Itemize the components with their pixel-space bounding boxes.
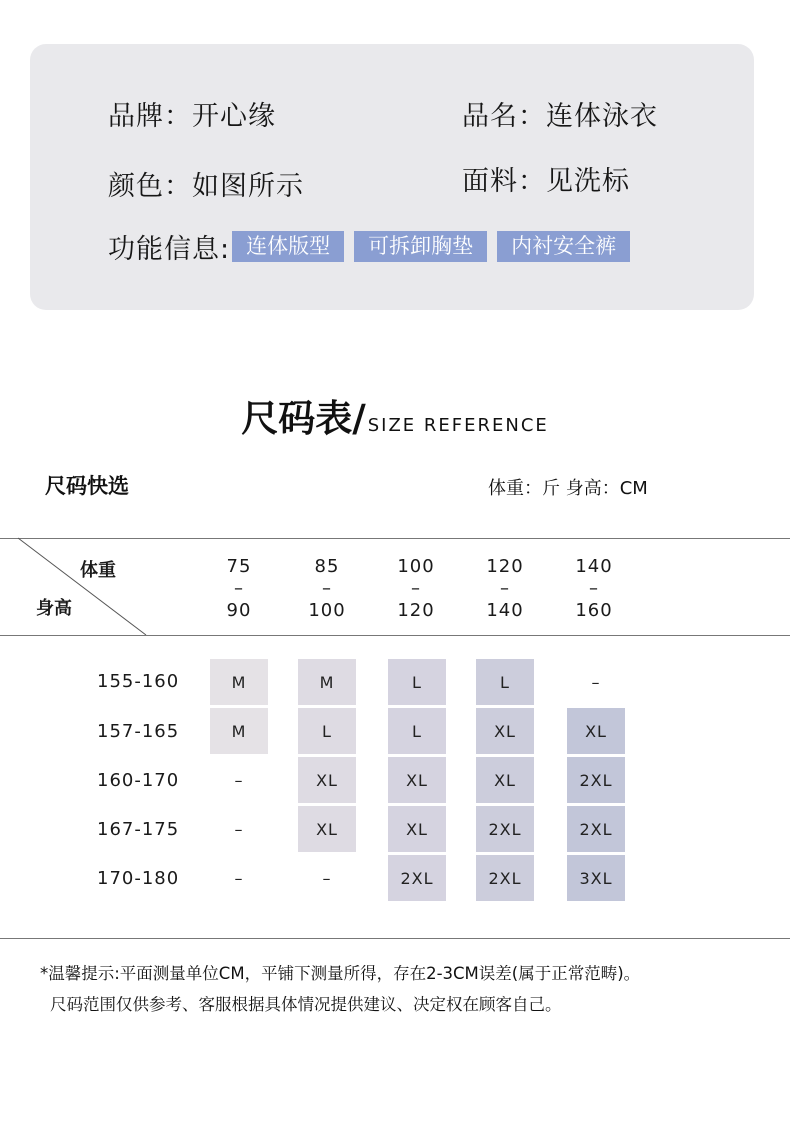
weight-to: 120 xyxy=(397,600,435,621)
weight-sep: – xyxy=(589,578,599,599)
brand-value: 开心缘 xyxy=(192,101,276,132)
size-cell: 2XL xyxy=(388,855,446,901)
height-label-row-3: 160-170 xyxy=(97,770,180,791)
feature-tag-safety-lining: 内衬安全裤 xyxy=(497,231,630,262)
size-cell: – xyxy=(234,819,244,839)
header-bottom-divider xyxy=(0,635,790,636)
weight-to: 100 xyxy=(308,600,346,621)
weight-from: 140 xyxy=(575,556,613,577)
size-cell: 2XL xyxy=(476,806,534,852)
table-bottom-divider xyxy=(0,938,790,939)
quick-select-label: 尺码快选 xyxy=(45,474,129,498)
size-cell: L xyxy=(476,659,534,705)
size-cell: – xyxy=(591,672,601,692)
weight-from: 100 xyxy=(397,556,435,577)
size-chart-title-cn: 尺码表/ xyxy=(241,397,366,440)
size-cell: 2XL xyxy=(567,757,625,803)
size-cell: XL xyxy=(388,806,446,852)
weight-from: 120 xyxy=(486,556,524,577)
size-cell: XL xyxy=(388,757,446,803)
fabric-value: 见洗标 xyxy=(546,166,630,197)
weight-to: 140 xyxy=(486,600,524,621)
size-cell: XL xyxy=(298,757,356,803)
size-cell: XL xyxy=(476,757,534,803)
size-cell: 2XL xyxy=(567,806,625,852)
weight-to: 160 xyxy=(575,600,613,621)
weight-range-col-2 xyxy=(292,556,362,622)
size-cell: M xyxy=(210,659,268,705)
size-cell: L xyxy=(298,708,356,754)
feature-tag-removable-pads: 可拆卸胸垫 xyxy=(354,231,487,262)
height-label-row-1: 155-160 xyxy=(97,671,180,692)
weight-from: 75 xyxy=(226,556,252,577)
feature-tag-onepiece: 连体版型 xyxy=(232,231,344,262)
height-label-row-4: 167-175 xyxy=(97,819,180,840)
units-note: 体重：斤 身高：CM xyxy=(488,478,648,499)
size-cell: M xyxy=(210,708,268,754)
weight-from: 85 xyxy=(314,556,340,577)
weight-sep: – xyxy=(500,578,510,599)
size-cell: 2XL xyxy=(476,855,534,901)
footnote-line-2: 尺码范围仅供参考、客服根据具体情况提供建议、决定权在顾客自己。 xyxy=(50,995,562,1014)
size-cell: – xyxy=(234,868,244,888)
size-cell: – xyxy=(322,868,332,888)
weight-range-col-1 xyxy=(204,556,274,622)
size-cell: 3XL xyxy=(567,855,625,901)
size-cell: M xyxy=(298,659,356,705)
footnote-line-1: *温馨提示:平面测量单位CM，平铺下测量所得，存在2-3CM误差(属于正常范畴)。 xyxy=(40,964,641,983)
weight-to: 90 xyxy=(226,600,252,621)
weight-sep: – xyxy=(411,578,421,599)
header-height-label: 身高 xyxy=(36,598,72,619)
size-cell: XL xyxy=(476,708,534,754)
header-weight-label: 体重 xyxy=(80,560,116,581)
color-label: 颜色： xyxy=(108,171,192,202)
size-cell: L xyxy=(388,659,446,705)
features-label: 功能信息: xyxy=(108,233,231,265)
color-value: 如图所示 xyxy=(192,171,304,202)
size-cell: – xyxy=(234,770,244,790)
weight-range-col-3 xyxy=(381,556,451,622)
product-name-label: 品名： xyxy=(462,101,546,132)
weight-sep: – xyxy=(234,578,244,599)
weight-range-col-5 xyxy=(559,556,629,622)
fabric-label: 面料： xyxy=(462,166,546,197)
size-cell: XL xyxy=(298,806,356,852)
brand-label: 品牌： xyxy=(108,101,192,132)
product-name-value: 连体泳衣 xyxy=(546,101,658,132)
weight-range-col-4 xyxy=(470,556,540,622)
weight-sep: – xyxy=(322,578,332,599)
size-chart-title-en: SIZE REFERENCE xyxy=(367,415,549,436)
height-label-row-2: 157-165 xyxy=(97,721,180,742)
size-cell: XL xyxy=(567,708,625,754)
size-cell: L xyxy=(388,708,446,754)
height-label-row-5: 170-180 xyxy=(97,868,180,889)
